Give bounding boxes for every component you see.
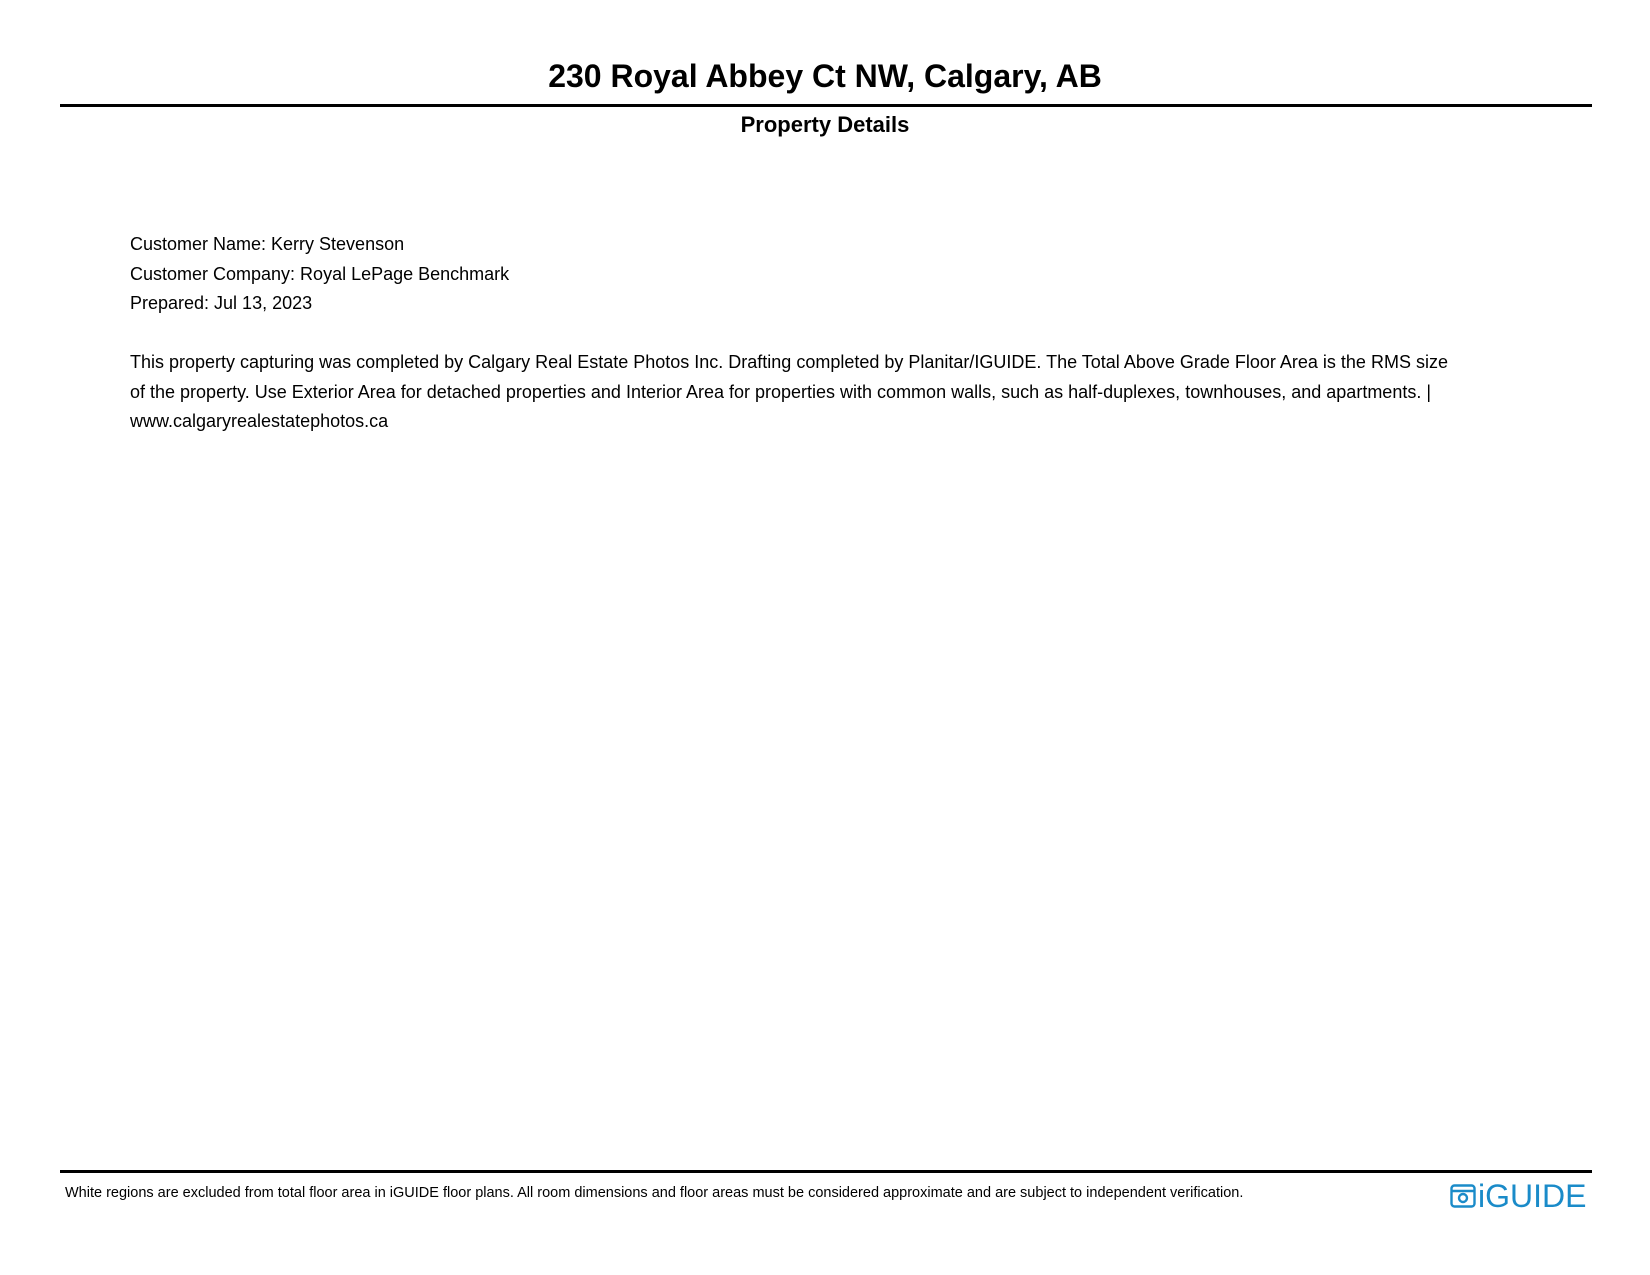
property-details bbox=[130, 230, 1460, 319]
footer-divider bbox=[60, 1170, 1592, 1173]
property-description: This property capturing was completed by Calgary Real Estate Photos Inc. Drafting completed by Planitar/IGUIDE. The Total Above Grade Floor Area is the RMS size of the property. Use Exterior Area for detached properties and Interior Area for properties with common walls, such as half-duplexes, townhouses, and apartments. | www.calgaryrealestatephotos.ca bbox=[130, 352, 1448, 431]
prepared-date: Prepared: Jul 13, 2023 bbox=[130, 293, 313, 313]
customer-name: Customer Name: Kerry Stevenson bbox=[130, 234, 405, 254]
footer-disclaimer: White regions are excluded from total floor area in iGUIDE floor plans. All room dimensions and floor areas must be considered approximate and are subject to independent verification. bbox=[65, 1185, 1244, 1201]
iguide-camera-icon bbox=[1450, 1183, 1476, 1209]
header-divider bbox=[60, 104, 1592, 107]
section-title: Property Details bbox=[740, 112, 910, 137]
page-title: 230 Royal Abbey Ct NW, Calgary, AB bbox=[548, 58, 1102, 94]
iguide-logo bbox=[1450, 1180, 1586, 1212]
customer-company: Customer Company: Royal LePage Benchmark bbox=[130, 263, 510, 284]
iguide-logo-text: iGUIDE bbox=[1478, 1178, 1587, 1214]
